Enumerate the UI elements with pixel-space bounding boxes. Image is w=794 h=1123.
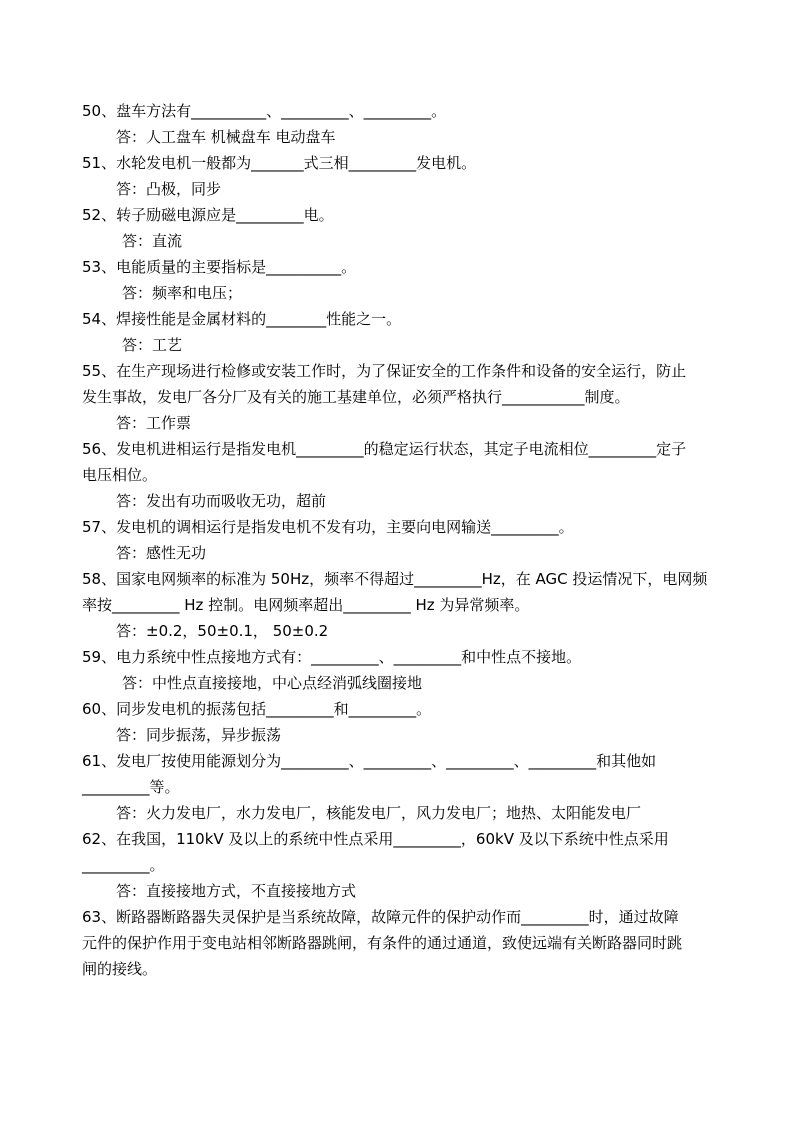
- question-line: 53、电能质量的主要指标是__________。: [82, 258, 357, 276]
- answer-line: 答：凸极，同步: [116, 180, 222, 198]
- answer-line: 答：中性点直接接地，中心点经消弧线圈接地: [122, 674, 423, 692]
- question-continuation: 率按_________ Hz 控制。电网频率超出_________ Hz 为异常频率。: [82, 596, 530, 614]
- document-page: [82, 98, 722, 982]
- answer-line: 答：同步振荡，异步振荡: [116, 726, 282, 744]
- answer-line: 答：工作票: [116, 414, 192, 432]
- question-line: 60、同步发电机的振荡包括_________和_________。: [82, 700, 432, 718]
- answer-line: 答：感性无功: [116, 544, 207, 562]
- answer-line: 答：直流: [122, 232, 183, 250]
- question-line: 55、在生产现场进行检修或安装工作时，为了保证安全的工作条件和设备的安全运行，防止: [82, 362, 687, 380]
- answer-line: 答：±0.2，50±0.1， 50±0.2: [116, 622, 329, 640]
- question-line: 52、转子励磁电源应是_________电。: [82, 206, 334, 224]
- answer-line: 答：工艺: [122, 336, 183, 354]
- question-continuation: 电压相位。: [82, 466, 158, 484]
- question-continuation: _________。: [82, 856, 165, 874]
- answer-line: 答：发出有功而吸收无功，超前: [116, 492, 327, 510]
- answer-line: 答：频率和电压；: [122, 284, 243, 302]
- question-line: 59、电力系统中性点接地方式有：_________、_________和中性点不接地。: [82, 648, 582, 666]
- answer-line: 答：人工盘车 机械盘车 电动盘车: [116, 128, 336, 146]
- question-line: 50、盘车方法有__________、_________、_________。: [82, 102, 447, 120]
- question-line: 57、发电机的调相运行是指发电机不发有功，主要向电网输送_________。: [82, 518, 574, 536]
- question-line: 63、断路器断路器失灵保护是当系统故障，故障元件的保护动作而_________时，通过故障: [82, 908, 679, 926]
- question-line: 51、水轮发电机一般都为_______式三相_________发电机。: [82, 154, 477, 172]
- answer-line: 答：火力发电厂，水力发电厂，核能发电厂，风力发电厂；地热、太阳能发电厂: [116, 804, 642, 822]
- question-line: 54、焊接性能是金属材料的________性能之一。: [82, 310, 402, 328]
- question-line: 61、发电厂按使用能源划分为_________、_________、_________、_________和其他如: [82, 752, 657, 770]
- answer-line: 答：直接接地方式，不直接接地方式: [116, 882, 357, 900]
- question-continuation: 发生事故，发电厂各分厂及有关的施工基建单位，必须严格执行___________制度。: [82, 388, 630, 406]
- question-line: 62、在我国，110kV 及以上的系统中性点采用_________，60kV 及以下系统中性点采用: [82, 830, 669, 848]
- question-continuation: 元件的保护作用于变电站相邻断路器跳闸，有条件的通过通道，致使远端有关断路器同时跳: [82, 934, 683, 952]
- question-continuation: _________等。: [82, 778, 180, 796]
- question-line: 56、发电机进相运行是指发电机_________的稳定运行状态，其定子电流相位_________定子: [82, 440, 687, 458]
- question-line: 58、国家电网频率的标准为 50Hz，频率不得超过_________Hz，在 AGC 投运情况下，电网频: [82, 570, 708, 588]
- question-continuation: 闸的接线。: [82, 960, 158, 978]
